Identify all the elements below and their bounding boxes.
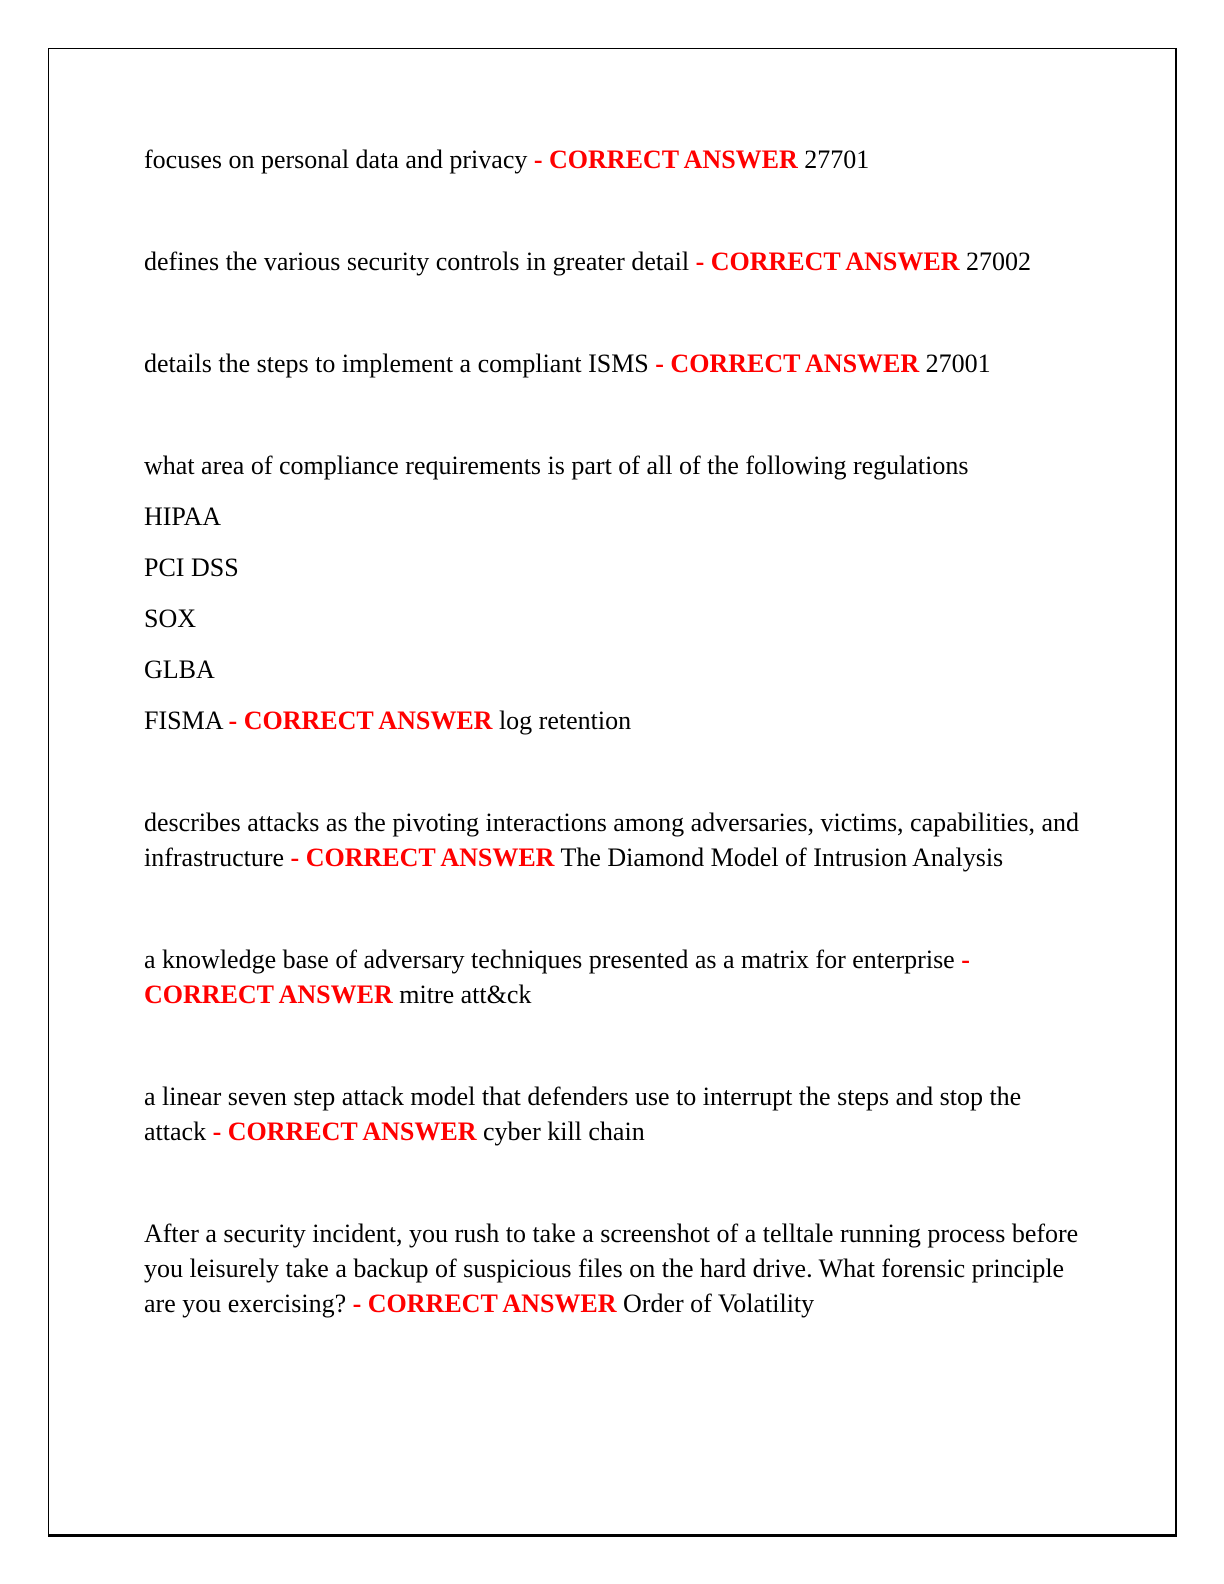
question-text: FISMA [144,706,223,735]
qa-block [144,942,1080,1012]
question-intro [144,448,1080,483]
question-text: describes attacks as the pivoting interactions among adversaries, victims, capabilities, and infrastructure [144,808,1079,872]
document-page [48,48,1177,1537]
question-text: a knowledge base of adversary techniques presented as a matrix for enterprise [144,945,955,974]
list-item [144,499,1080,534]
correct-answer-marker: - CORRECT ANSWER [144,945,970,1009]
list-item-text: SOX [144,604,197,633]
correct-answer-marker: - CORRECT ANSWER [533,145,798,174]
list-item [144,550,1080,585]
answer-text: 27701 [804,145,870,174]
correct-answer-marker: - CORRECT ANSWER [290,843,555,872]
answer-text: cyber kill chain [482,1117,645,1146]
answer-text: log retention [498,706,632,735]
answer-text: 27001 [925,349,991,378]
qa-block [144,142,1080,177]
list-item-text: PCI DSS [144,553,239,582]
question-text: a linear seven step attack model that defenders use to interrupt the steps and stop the attack [144,1082,1022,1146]
correct-answer-marker: - CORRECT ANSWER [228,706,493,735]
correct-answer-marker: - CORRECT ANSWER [695,247,960,276]
list-item [144,601,1080,636]
question-text: what area of compliance requirements is part of all of the following regulations [144,451,969,480]
list-item [144,652,1080,687]
correct-answer-marker: - CORRECT ANSWER [352,1289,617,1318]
qa-block [144,1079,1080,1149]
question-text: After a security incident, you rush to take a screenshot of a telltale running process before you leisurely take a backup of suspicious files on the hard drive. What forensic principle are you exercising? [144,1219,1079,1318]
answer-text: mitre att&ck [399,980,532,1009]
correct-answer-marker: - CORRECT ANSWER [212,1117,477,1146]
question-text: focuses on personal data and privacy [144,145,528,174]
qa-block [144,703,1080,738]
qa-block [144,1216,1080,1321]
answer-text: Order of Volatility [623,1289,815,1318]
qa-block [144,805,1080,875]
correct-answer-marker: - CORRECT ANSWER [655,349,920,378]
list-item-text: GLBA [144,655,215,684]
qa-block [144,244,1080,279]
answer-text: 27002 [966,247,1031,276]
answer-text: The Diamond Model of Intrusion Analysis [560,843,1004,872]
qa-block [144,346,1080,381]
question-text: details the steps to implement a compliant ISMS [144,349,649,378]
list-item-text: HIPAA [144,502,222,531]
question-text: defines the various security controls in greater detail [144,247,690,276]
